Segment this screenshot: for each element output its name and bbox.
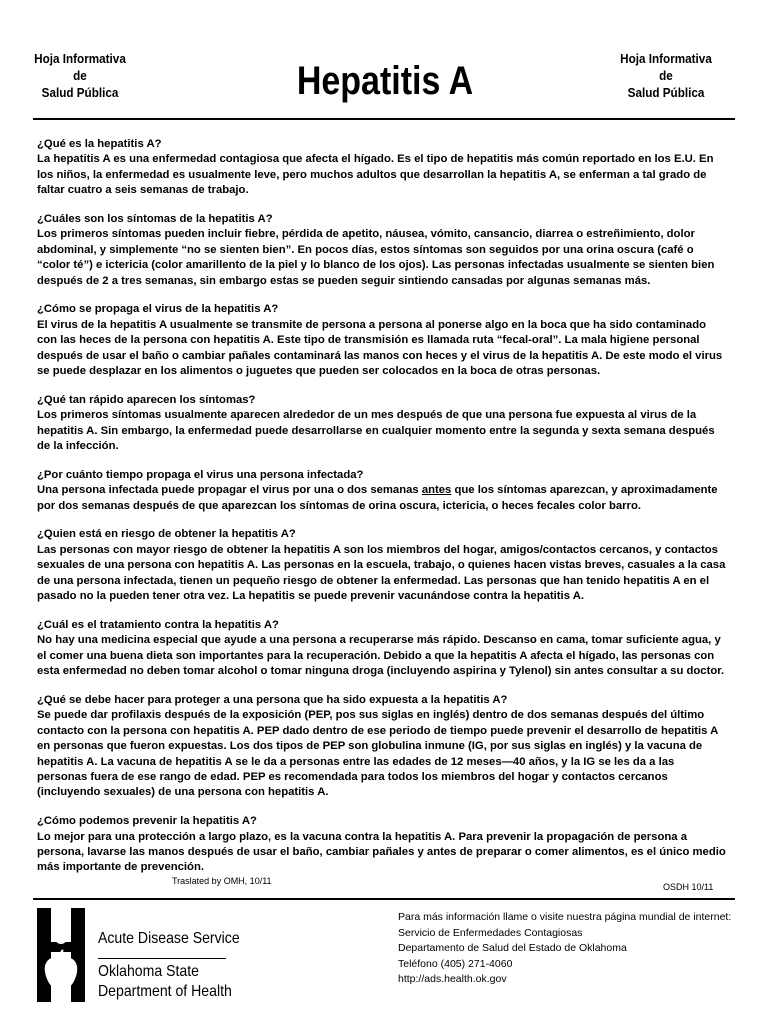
contact-website-link[interactable]: http://ads.health.ok.gov [398, 973, 507, 985]
section-heading: ¿Quien está en riesgo de obtener la hepatitis A? [37, 528, 296, 541]
section-heading: ¿Qué tan rápido aparecen los síntomas? [37, 393, 256, 406]
contact-intro: Para más información llame o visite nuestra página mundial de internet: [398, 911, 732, 923]
org-divider [98, 958, 226, 959]
header-right-label [612, 50, 720, 101]
section-body: Lo mejor para una protección a largo plazo, es la vacuna contra la hepatitis A. Para prevenir la propagación de persona a persona, lavarse las manos después de usar el baño, cambiar pañales y antes de preparar o comer alimentos, es el único medio más importante de prevención. [37, 830, 726, 874]
section-heading: ¿Cómo se propaga el virus de la hepatitis A? [37, 303, 279, 316]
translated-by-note: Traslated by OMH, 10/11 [172, 876, 272, 886]
section-body: Los primeros síntomas pueden incluir fiebre, pérdida de apetito, náusea, vómito, cansancio, diarrea o estreñimiento, dolor abdominal, y simplemente “no se sienten bien”. En pocos días, estos síntomas son seguidos por una orina oscura (café o “color té”) e ictericia (color amarillento de la piel y lo blanco de los ojos). Las personas infectadas usualmente se sienten bien después de 2 a tres semanas, sin embargo estas se pueden seguir sintiendo cansadas por algunas semanas más. [37, 228, 715, 287]
section-body: Los primeros síntomas usualmente aparecen alrededor de un mes después de que una persona fue expuesta al virus de la hepatitis A. Sin embargo, la enfermedad puede desarrollarse en cualquier momento entre la segunda y sexta semana después de la infección. [37, 409, 715, 453]
section-treatment [37, 618, 727, 680]
footer-divider [33, 898, 735, 900]
header-right-line2: Salud Pública [627, 85, 705, 100]
section-heading: ¿Qué se debe hacer para proteger a una persona que ha sido expuesta a la hepatitis A? [37, 693, 508, 706]
contact-department: Departamento de Salud del Estado de Oklahoma [398, 942, 627, 954]
section-what-is [37, 137, 727, 199]
section-body: Las personas con mayor riesgo de obtener la hepatitis A son los miembros del hogar, amigos/contactos cercanos, y contactos sexuales de una persona con hepatitis A. Las personas en la escuela, trabajo, o quienes hacen vistas breves, casuales a la casa de una persona infectada, tienen un pequeño riesgo de obtener la enfermedad. Las personas que han tenido hepatitis A en el pasado no la pueden tener otra vez. La hepatitis se puede prevenir vacunándose contra la hepatitis A. [37, 543, 726, 603]
section-symptoms [37, 212, 727, 289]
section-risk [37, 527, 727, 604]
contact-info [398, 910, 738, 988]
org-service-name: Acute Disease Service [98, 930, 240, 947]
page-title: Hepatitis A [296, 59, 474, 103]
section-body: La hepatitis A es una enfermedad contagiosa que afecta el hígado. Es el tipo de hepatitis más común reportado en los E.U. En los niños, la enfermedad es usualmente leve, pero muchos adultos que desarrollan la hepatitis A, se enferman a tal grado de faltar cuatro a seis semanas de trabajo. [37, 153, 714, 197]
section-prevention [37, 814, 727, 876]
section-body-part: Una persona infectada puede propagar el virus por una o dos semanas [37, 484, 422, 497]
osdh-logo-icon [33, 906, 93, 1004]
org-department-name [98, 962, 232, 1002]
document-code: OSDH 10/11 [663, 882, 714, 892]
header-right-line1: Hoja Informativa de [620, 51, 712, 83]
header-left-label [26, 50, 134, 101]
section-body-part: que los síntomas aparezcan, y aproximadamente por dos semanas después de que aparezcan los síntomas de orina oscura, ictericia, o heces fecales color barro. [37, 484, 718, 512]
main-content [37, 137, 727, 889]
section-body: El virus de la hepatitis A usualmente se transmite de persona a persona al ponerse algo en la boca que ha sido contaminado con las heces de la persona con hepatitis A. Este tipo de transmisión es llamada ruta “fecal-oral”. La mala higiene personal después de usar el baño o cambiar pañales contaminará las manos con heces y el virus de la hepatitis A. De este modo el virus se puede desplazar en los alimentos o juguetes que pueden ser colocados en la boca de otras personas. [37, 318, 723, 378]
contact-phone: Teléfono (405) 271-4060 [398, 957, 513, 970]
section-heading: ¿Por cuánto tiempo propaga el virus una persona infectada? [37, 468, 364, 481]
section-body: Se puede dar profilaxis después de la exposición (PEP, pos sus siglas en inglés) dentro de dos semanas después del último contacto con la persona con hepatitis A. PEP dado dentro de ese periodo de tiempo puede prevenir el desarrollo de hepatitis A en personas que fueron expuestas. Los dos tipos de PEP son globulina inmune (IG, por sus siglas en inglés) y la vacuna de hepatitis A. La vacuna de hepatitis A se le da a personas entre las edades de 12 meses—40 años, y la IG se les da a las personas fuera de ese rango de edad. PEP es recomendada para todos los miembros del hogar y contactos cercanos (incluyendo sexuales) de una persona con hepatitis A. [37, 709, 718, 799]
section-heading: ¿Qué es la hepatitis A? [37, 138, 162, 150]
org-line: Oklahoma State [98, 963, 199, 980]
header-divider [33, 118, 735, 120]
org-line: Department of Health [98, 983, 232, 1000]
section-heading: ¿Cuál es el tratamiento contra la hepatitis A? [37, 618, 279, 631]
section-body: No hay una medicina especial que ayude a una persona a recuperarse más rápido. Descanso en cama, tomar suficiente agua, y el comer una buena dieta son importantes para la recuperación. Debido a que la hepatitis A afecta el hígado, las personas con esta enfermedad no deben tomar alcohol o tomar ninguna droga (incluyendo aspirina y Tylenol) sin antes consultar a su doctor. [37, 634, 725, 678]
header-left-line1: Hoja Informativa de [34, 51, 126, 83]
section-transmission [37, 302, 727, 379]
contact-service: Servicio de Enfermedades Contagiosas [398, 926, 583, 939]
section-body-underlined: antes [421, 484, 452, 497]
section-protection [37, 693, 727, 801]
section-contagious-period [37, 468, 727, 514]
section-heading: ¿Cómo podemos prevenir la hepatitis A? [37, 815, 257, 828]
section-body [37, 483, 727, 514]
section-heading: ¿Cuáles son los síntomas de la hepatitis A? [37, 213, 273, 226]
header-left-line2: Salud Pública [41, 85, 119, 100]
section-onset [37, 393, 727, 455]
